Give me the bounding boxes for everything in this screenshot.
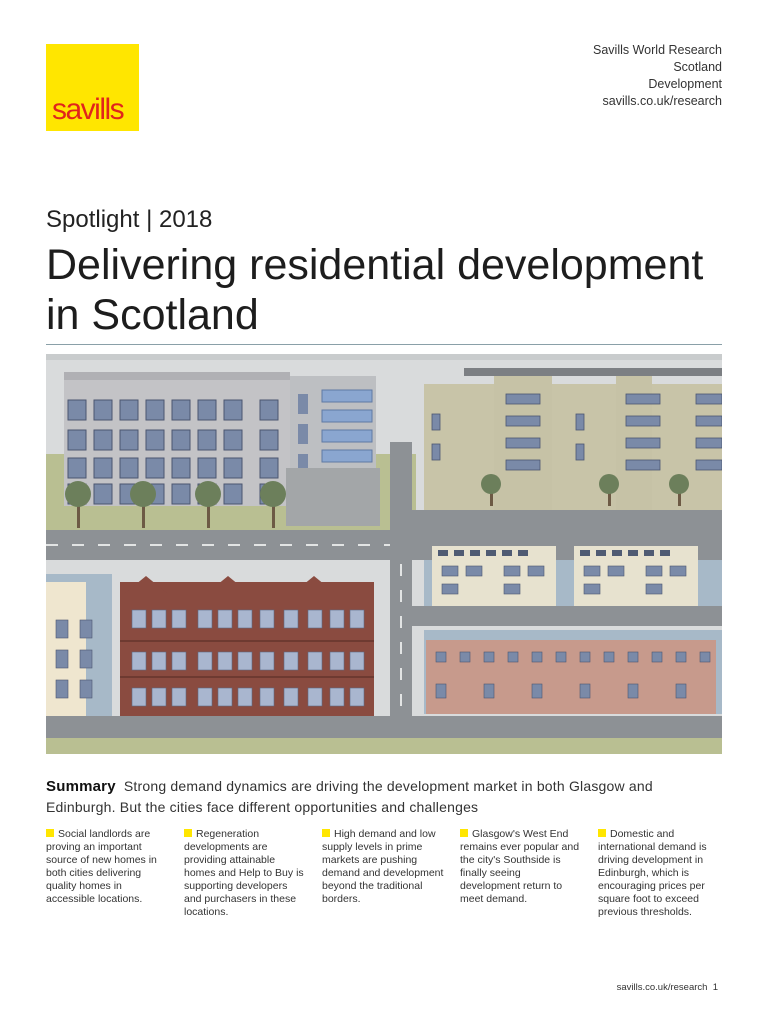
key-point-text: Regeneration developments are providing attainable homes and Help to Buy is supporting developers and purchasers in these locations. — [184, 828, 304, 918]
key-points — [46, 828, 736, 919]
key-point — [46, 828, 168, 919]
key-point — [184, 828, 306, 919]
bullet-square-icon — [184, 829, 192, 837]
header-line-region: Scotland — [673, 60, 722, 74]
header-info — [593, 42, 722, 110]
key-point-text: Glasgow's West End remains ever popular and the city's Southside is finally seeing development return to meet demand. — [460, 828, 580, 905]
summary-heading: Summary — [46, 778, 116, 795]
page-title: Delivering residential development in Scotland — [46, 241, 704, 339]
logo-text: savills — [52, 93, 124, 126]
spotlight-kicker: Spotlight | 2018 — [46, 206, 213, 233]
bullet-square-icon — [322, 829, 330, 837]
bullet-square-icon — [46, 829, 54, 837]
summary-text: Strong demand dynamics are driving the development market in both Glasgow and Edinburgh. But the cities face different opportunities and challenges — [46, 778, 653, 815]
header-line-sector: Development — [648, 77, 722, 91]
key-point — [322, 828, 444, 919]
bullet-square-icon — [598, 829, 606, 837]
footer-url[interactable]: savills.co.uk/research — [616, 982, 708, 993]
savills-logo — [46, 44, 139, 131]
header-line-research: Savills World Research — [593, 43, 722, 57]
title-divider — [46, 344, 722, 345]
key-point-text: Social landlords are proving an important source of new homes in both cities delivering quality homes in accessible locations. — [46, 828, 157, 905]
page-footer — [617, 982, 718, 993]
key-point — [460, 828, 582, 919]
bullet-square-icon — [460, 829, 468, 837]
summary-block — [46, 776, 726, 818]
page-number: 1 — [712, 982, 718, 993]
header-line-url[interactable]: savills.co.uk/research — [602, 94, 722, 108]
key-point-text: High demand and low supply levels in prime markets are pushing demand and development beyond the traditional borders. — [322, 828, 444, 905]
key-point — [598, 828, 720, 919]
key-point-text: Domestic and international demand is driving development in Edinburgh, which is encouraging prices per square foot to exceed previous thresholds. — [598, 828, 707, 918]
city-street-illustration — [46, 354, 722, 754]
